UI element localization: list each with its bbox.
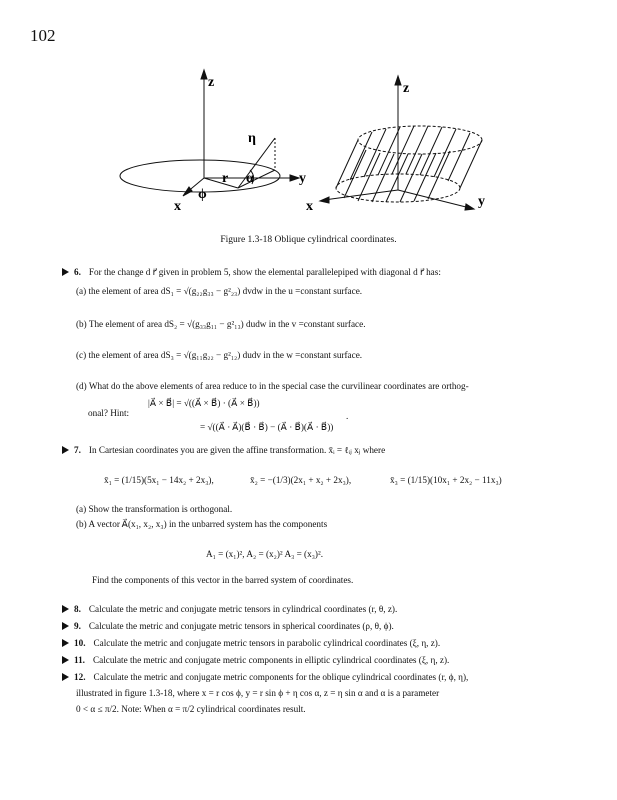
right-diagram: [320, 76, 482, 210]
problem-6c: (c) the element of area dS₃ = √(g₁₁g₂₂ − g²₁₂) dudv in the w =constant surface.: [76, 350, 363, 360]
problem-7b: (b) A vector A⃗(x₁, x₂, x₃) in the unbarred system has the components: [76, 519, 328, 529]
hint-period: .: [346, 411, 349, 421]
triangle-bullet-icon: [62, 656, 69, 664]
right-x-label: x: [306, 199, 313, 214]
left-eta-label: η: [248, 131, 256, 146]
left-z-label: z: [208, 75, 215, 90]
problem-9: 9. Calculate the metric and conjugate metric tensors in spherical coordinates (ρ, θ, ϕ).: [62, 620, 562, 632]
problem-6a: (a) the element of area dS₁ = √(g₂₂g₃₃ − g²₂₃) dvdw in the u =constant surface.: [76, 286, 363, 296]
left-x-label: x: [174, 199, 181, 214]
triangle-bullet-icon: [62, 622, 69, 630]
right-z-label: z: [403, 81, 410, 96]
triangle-bullet-icon: [62, 605, 69, 613]
hint-equation-2: = √((A⃗ · A⃗)(B⃗ · B⃗) − (A⃗ · B⃗)(A⃗ · B⃗)): [200, 422, 334, 432]
figure-caption: Figure 1.3-18 Oblique cylindrical coordinates.: [220, 235, 397, 245]
left-r-label: r: [222, 171, 229, 186]
left-alpha-label: α: [246, 171, 254, 186]
left-phi-label: ϕ: [198, 187, 207, 202]
problem-7-find: Find the components of this vector in the barred system of coordinates.: [92, 575, 354, 585]
problem-12: 12. Calculate the metric and conjugate metric components for the oblique cylindrical coordinates (r, ϕ, η),: [62, 671, 562, 683]
page-number: 102: [30, 26, 56, 45]
problem-6d-continued: onal? Hint:: [88, 408, 130, 418]
left-y-label: y: [299, 171, 306, 186]
problem-6-intro: 6. For the change d r⃗ given in problem 5, show the elemental parallelepiped with diagonal d r⃗ has:: [62, 266, 562, 278]
triangle-bullet-icon: [62, 673, 69, 681]
problem-7-intro: 7. In Cartesian coordinates you are given the affine transformation. x̄ᵢ = ℓᵢⱼ xⱼ where: [62, 444, 562, 456]
problem-8: 8. Calculate the metric and conjugate metric tensors in cylindrical coordinates (r, θ, z).: [62, 603, 562, 615]
problem-12-line3: 0 < α ≤ π/2. Note: When α = π/2 cylindrical coordinates result.: [76, 704, 306, 714]
hint-equation-1: |A⃗ × B⃗| = √((A⃗ × B⃗) · (A⃗ × B⃗)): [148, 398, 260, 408]
problem-10: 10. Calculate the metric and conjugate metric tensors in parabolic cylindrical coordinates (ξ, η, z).: [62, 637, 562, 649]
figure-oblique-cylindrical: [0, 60, 617, 220]
vector-components: A₁ = (x₁)², A₂ = (x₂)² A₃ = (x₃)².: [206, 549, 324, 559]
triangle-bullet-icon: [62, 268, 69, 276]
triangle-bullet-icon: [62, 446, 69, 454]
problem-11: 11. Calculate the metric and conjugate metric components in elliptic cylindrical coordinates (ξ, η, z).: [62, 654, 562, 666]
problem-12-line2: illustrated in figure 1.3-18, where x = r cos ϕ, y = r sin ϕ + η cos α, z = η sin α and α is a parameter: [76, 688, 440, 698]
triangle-bullet-icon: [62, 639, 69, 647]
transform-x1: x̄₁ = (1/15)(5x₁ − 14x₂ + 2x₃),: [104, 475, 214, 485]
transform-x2: x̄₂ = −(1/3)(2x₁ + x₂ + 2x₃),: [250, 475, 352, 485]
problem-6b: (b) The element of area dS₂ = √(g₃₃g₁₁ − g²₁₃) dudw in the v =constant surface.: [76, 319, 366, 329]
problem-7a: (a) Show the transformation is orthogonal.: [76, 504, 233, 514]
problem-6d: (d) What do the above elements of area reduce to in the special case the curvilinear coordinates are orthog-: [76, 381, 469, 391]
right-y-label: y: [478, 194, 485, 209]
transform-x3: x̄₃ = (1/15)(10x₁ + 2x₂ − 11x₃): [390, 475, 502, 485]
